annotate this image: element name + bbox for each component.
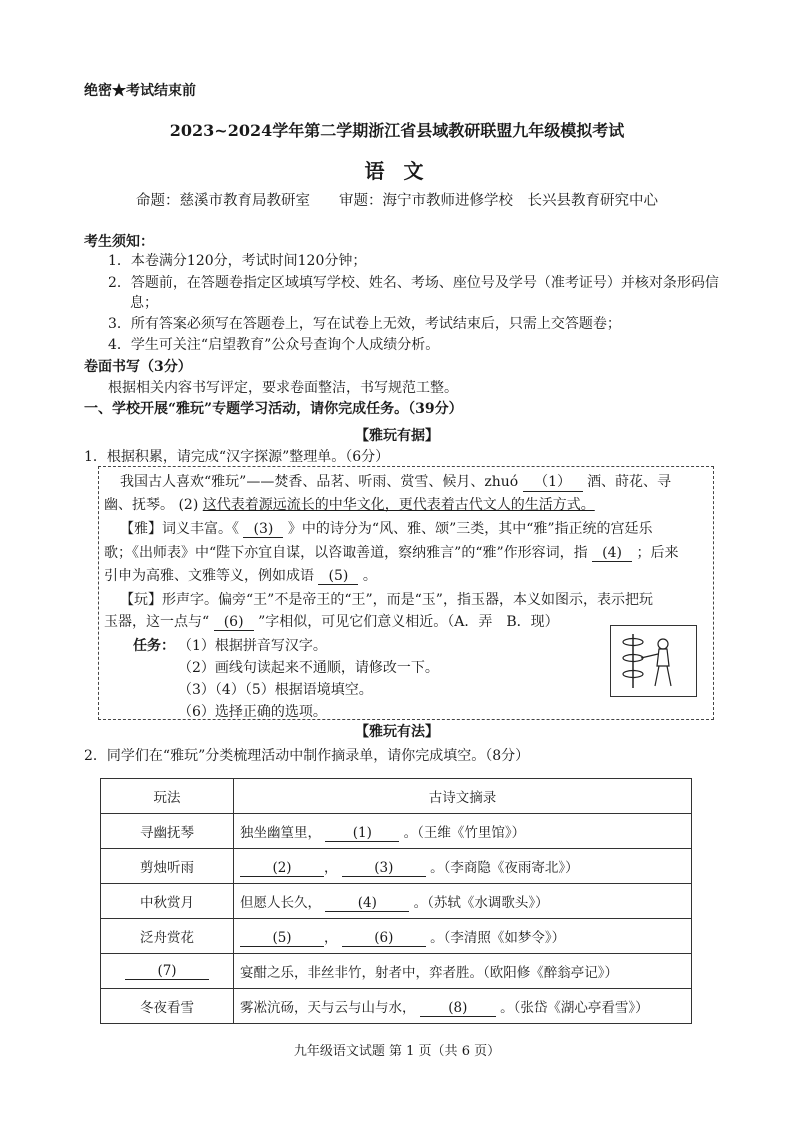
box-line: 引申为高雅、文雅等义，例如成语 (5) 。 <box>104 568 377 584</box>
blank-4[interactable]: (4) <box>592 545 632 562</box>
notice-item: 2．答题前，在答题卷指定区域填写学校、姓名、考场、座位号及学号（准考证号）并核对条形码信 <box>108 275 719 291</box>
blank-poem-5[interactable]: (5) <box>240 930 324 947</box>
section-heading: 一、学校开展“雅玩”专题学习活动，请你完成任务。（39分） <box>84 401 463 417</box>
box-line: 【雅】词义丰富。《 (3) 》中的诗分为“风、雅、颂”三类，其中“雅”指正统的宫廷乐 <box>120 521 653 537</box>
jade-play-illustration <box>610 625 697 697</box>
task-label: 任务： <box>133 638 175 654</box>
blank-poem-7[interactable]: (7) <box>125 963 209 980</box>
notice-item: 3．所有答案必须写在答题卷上，写在试卷上无效，考试结束后，只需上交答题卷； <box>108 316 621 332</box>
blank-poem-1[interactable]: (1) <box>325 825 399 842</box>
box-line: 【玩】形声字。偏旁“王”不是帝王的“王”，而是“玉”，指玉器，本义如图示，表示把玩 <box>120 592 653 608</box>
exam-title: 2023~2024学年第二学期浙江省县域教研联盟九年级模拟考试 <box>169 121 625 140</box>
subsection-title: 【雅玩有据】 <box>355 428 439 444</box>
task-item: （2）画线句读起来不通顺，请修改一下。 <box>178 660 439 676</box>
blank-poem-3[interactable]: (3) <box>342 860 426 877</box>
notice-heading: 考生须知： <box>84 234 154 250</box>
task-item: （3）（4）（5）根据语境填空。 <box>178 682 373 698</box>
writing-text: 根据相关内容书写评定，要求卷面整洁，书写规范工整。 <box>108 380 458 396</box>
blank-poem-4[interactable]: (4) <box>325 895 409 912</box>
question-1: 1．根据积累，请完成“汉字探源”整理单。（6分） <box>84 449 390 465</box>
notice-item: 息； <box>130 295 158 311</box>
task-item: （1）根据拼音写汉字。 <box>178 638 327 654</box>
table-row: 剪烛听雨 (2) ， (3) 。（李商隐《夜雨寄北》） <box>101 849 692 884</box>
box-line: 幽、抚琴。 (2) 这代表着源远流长的中华文化，更代表着古代文人的生活方式。 <box>104 497 595 513</box>
table-row: (7) 宴酣之乐，非丝非竹，射者中，弈者胜。（欧阳修《醉翁亭记》） <box>101 954 692 989</box>
blank-1[interactable]: （1） <box>523 471 583 492</box>
task-item: （6）选择正确的选项。 <box>178 704 327 720</box>
exam-credits: 命题：慈溪市教育局教研室 审题：海宁市教师进修学校 长兴县教育研究中心 <box>136 193 658 209</box>
blank-3[interactable]: (3) <box>243 521 283 538</box>
writing-heading: 卷面书写（3分） <box>84 359 192 375</box>
subject-title: 语 文 <box>364 159 430 183</box>
table-row: 泛舟赏花 (5) ， (6) 。（李清照《如梦令》） <box>101 919 692 954</box>
table-row: 中秋赏月 但愿人长久， (4) 。（苏轼《水调歌头》） <box>101 884 692 919</box>
blank-poem-8[interactable]: (8) <box>420 1000 496 1017</box>
blank-5[interactable]: (5) <box>318 568 358 585</box>
confidential-label: 绝密★考试结束前 <box>84 83 196 99</box>
subsection-title: 【雅玩有法】 <box>355 724 439 740</box>
box-line: 歌；《出师表》中“陛下亦宜自谋，以咨诹善道，察纳雅言”的“雅”作形容词，指 (4) ；后来 <box>104 545 679 561</box>
question-2: 2．同学们在“雅玩”分类梳理活动中制作摘录单，请你完成填空。（8分） <box>84 748 530 764</box>
header-excerpt: 古诗文摘录 <box>234 779 692 814</box>
header-play: 玩法 <box>101 779 234 814</box>
table-row: 寻幽抚琴 独坐幽篁里， (1) 。（王维《竹里馆》） <box>101 814 692 849</box>
table-header-row <box>101 779 692 814</box>
underlined-sentence: 这代表着源远流长的中华文化，更代表着古代文人的生活方式。 <box>202 497 595 513</box>
notice-item: 1．本卷满分120分，考试时间120分钟； <box>108 253 367 269</box>
notice-item: 4．学生可关注“启望教育”公众号查询个人成绩分析。 <box>108 337 440 353</box>
blank-poem-6[interactable]: (6) <box>342 930 426 947</box>
excerpt-table <box>100 778 692 1024</box>
blank-poem-2[interactable]: (2) <box>240 860 324 877</box>
box-line: 我国古人喜欢“雅玩”——焚香、品茗、听雨、赏雪、候月、zhuó （1） 酒、莳花、寻 <box>120 471 671 492</box>
table-row: 冬夜看雪 雾凇沆砀，天与云与山与水， (8) 。（张岱《湖心亭看雪》） <box>101 989 692 1024</box>
page-footer: 九年级语文试题 第 1 页（共 6 页） <box>293 1044 501 1059</box>
blank-6[interactable]: (6) <box>214 614 254 631</box>
box-line: 玉器，这一点与“ (6) ”字相似，可见它们意义相近。（A．弄 B．现） <box>104 614 559 630</box>
